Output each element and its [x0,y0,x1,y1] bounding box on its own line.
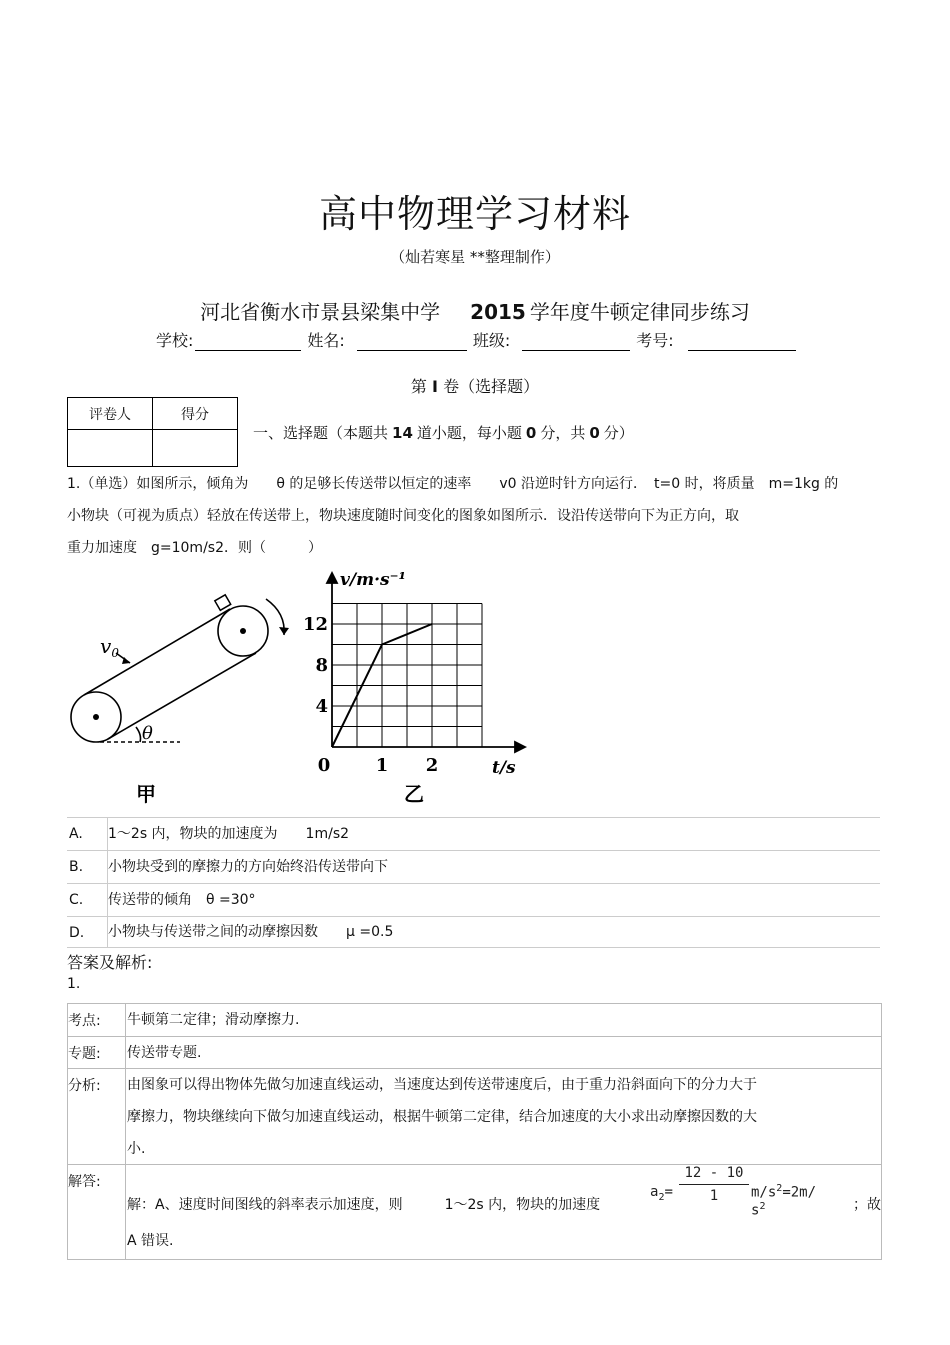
figure-caption-yi: 乙 [404,782,424,806]
x-tick-label: 2 [425,755,439,776]
section-count: 14 [392,424,413,442]
bottom-axle [93,714,99,720]
x-axis-arrow [515,742,525,752]
score-table [67,397,238,467]
practice-heading [0,296,950,325]
rotation-arrowhead [279,627,289,635]
kaodian-row [67,1003,882,1037]
year: 2015 [470,300,526,324]
option-d[interactable] [67,916,880,948]
page-title: 高中物理学习材料 [318,192,631,236]
top-axle [240,628,246,634]
fenxi-line-1: 由图象可以得出物体先做匀加速直线运动，当速度达到传送带速度后，由于重力沿斜面向下的分力大于 [127,1077,757,1093]
question-line-1: 1.（单选）如图所示，倾角为 θ 的足够长传送带以恒定的速率 v0 沿逆时针方向运行． t=0 时，将质量 m=1kg 的 [67,476,839,492]
fenxi-row [67,1068,882,1165]
volume-prefix: 第 [410,377,427,396]
option-b-label: B. [69,859,84,875]
zhuanti-value: 传送带专题. [125,1037,201,1069]
option-a[interactable] [67,817,880,851]
page-subtitle: （灿若寒星 **整理制作） [390,248,560,266]
option-b-text: 小物块受到的摩擦力的方向始终沿传送带向下 [107,851,388,884]
conveyor-figure [60,585,300,810]
jieda-row [67,1164,882,1260]
theta-label: θ [142,723,153,744]
y-tick-label: 12 [302,614,328,635]
fenxi-line-2: 摩擦力，物块继续向下做匀加速直线运动，根据牛顿第二定律，结合加速度的大小求出动摩擦因数的大 [127,1109,757,1125]
jieda-line-1: 解：A、速度时间图线的斜率表示加速度，则 1～2s 内，物块的加速度 [127,1197,601,1213]
y-axis-label: v/m·s⁻¹ [340,570,406,590]
zhuanti-row [67,1036,882,1069]
jieda-tail: ；故 [853,1197,881,1213]
kaodian-key: 考点: [68,1013,101,1029]
x-tick-label: 1 [375,755,389,776]
zhuanti-key: 专题: [68,1046,101,1062]
score-header: 得分 [153,398,238,430]
block [215,595,231,611]
jieda-key: 解答: [68,1174,101,1190]
y-tick-label: 8 [315,655,328,676]
section-prefix: 一、选择题（本题共 [253,424,389,442]
formula-bar [679,1184,749,1185]
y-tick-label: 4 [315,696,328,717]
volume-heading [0,374,950,397]
volume-suffix: 卷（选择题） [443,377,540,396]
vt-chart [300,565,540,810]
grader-cell[interactable] [68,430,153,467]
kaodian-value: 牛顿第二定律；滑动摩擦力. [125,1004,299,1037]
exam-no-label: 考号: [636,331,674,350]
formula-denominator: 1 [709,1188,719,1204]
figure-caption-jia: 甲 [136,782,156,806]
practice-title: 学年度牛顿定律同步练习 [529,300,750,324]
exam-no-blank[interactable] [688,332,796,351]
formula-lhs: $a_2=$ [650,1184,673,1203]
table-bottom [67,1259,882,1260]
option-d-label: D. [69,925,85,941]
section-mid: 道小题，每小题 [416,424,522,442]
formula-unit: $m/s^2=2m/$ $s^2$ [751,1183,817,1219]
formula-numerator: 12 - 10 [684,1165,744,1181]
belt-bottom [108,653,256,739]
option-a-text: 1～2s 内，物块的加速度为 1m/s2 [107,818,349,851]
name-blank[interactable] [357,332,467,351]
option-c-text: 传送带的倾角 θ =30° [107,884,256,917]
answer-number: 1. [67,976,81,992]
section-total: 0 [589,424,600,442]
name-label: 姓名: [307,331,345,350]
option-c[interactable] [67,883,880,917]
question-line-3: 重力加速度 g=10m/s2．则（ ） [67,540,322,556]
fenxi-line-3: 小. [127,1141,146,1157]
x-axis-label: t/s [492,758,516,778]
school-label: 学校: [156,331,194,350]
y-axis-arrow [327,573,337,583]
x-tick-label: 0 [317,755,331,776]
section-mid2: 分，共 [540,424,586,442]
answer-heading: 答案及解析: [67,953,153,972]
section-each: 0 [525,424,537,442]
jieda-line-2: A 错误. [127,1233,174,1249]
fenxi-value [125,1069,757,1165]
grader-header: 评卷人 [68,398,153,430]
student-fields [156,328,802,351]
score-cell[interactable] [153,430,238,467]
section-suffix: 分） [603,424,634,442]
option-b[interactable] [67,850,880,884]
angle-arc [136,727,141,742]
question-line-2: 小物块（可视为质点）轻放在传送带上，物块速度随时间变化的图象如图所示．设沿传送带向下为正方向，取 [67,508,739,524]
class-blank[interactable] [522,332,630,351]
section-heading [253,422,634,443]
option-d-text: 小物块与传送带之间的动摩擦因数 μ =0.5 [107,917,393,947]
school-blank[interactable] [195,332,301,351]
option-c-label: C. [69,892,84,908]
fenxi-key: 分析: [68,1078,101,1094]
chart-grid [332,604,482,748]
volume-number: I [432,377,438,396]
option-a-label: A. [69,826,83,842]
class-label: 班级: [472,331,511,350]
y-tick-labels [303,614,328,717]
v0-label: $v_0$ [100,634,119,660]
x-tick-labels [318,755,439,776]
school-line: 河北省衡水市景县梁集中学 [200,300,441,324]
